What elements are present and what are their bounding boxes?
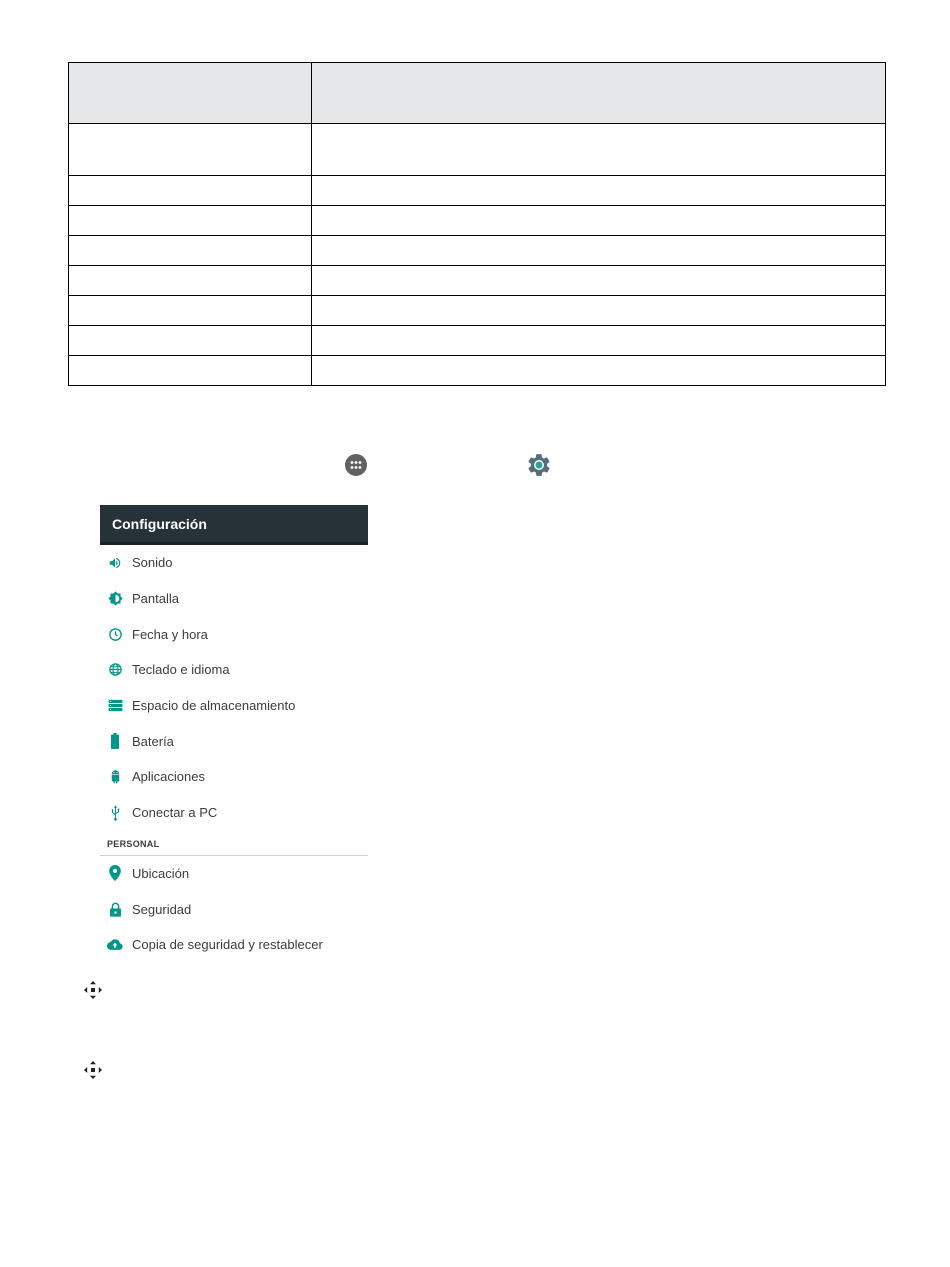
settings-item-label: Espacio de almacenamiento bbox=[132, 698, 296, 714]
table-cell bbox=[69, 206, 312, 236]
table-cell bbox=[312, 206, 886, 236]
table-header-cell bbox=[69, 63, 312, 124]
clock-icon bbox=[107, 626, 123, 642]
settings-item-location[interactable] bbox=[100, 856, 368, 892]
table-header-row bbox=[69, 63, 886, 124]
lock-icon bbox=[107, 901, 123, 917]
settings-item-label: Copia de seguridad y restablecer bbox=[132, 937, 323, 953]
settings-item-connect-pc[interactable] bbox=[100, 795, 368, 831]
settings-header bbox=[100, 505, 368, 545]
section-header-personal: PERSONAL bbox=[100, 833, 368, 856]
settings-item-sound[interactable] bbox=[100, 545, 368, 581]
brightness-icon bbox=[107, 591, 123, 607]
table-row bbox=[69, 356, 886, 386]
storage-icon bbox=[107, 698, 123, 714]
info-table bbox=[68, 62, 886, 386]
settings-title: Configuración bbox=[112, 515, 207, 532]
location-icon bbox=[107, 865, 123, 881]
table-row bbox=[69, 326, 886, 356]
table-row bbox=[69, 176, 886, 206]
table-row bbox=[69, 266, 886, 296]
settings-gear-icon bbox=[526, 452, 552, 478]
table-cell bbox=[312, 124, 886, 176]
table-cell bbox=[69, 326, 312, 356]
settings-item-keyboard-language[interactable] bbox=[100, 652, 368, 688]
settings-item-backup-reset[interactable] bbox=[100, 927, 368, 963]
settings-item-label: Pantalla bbox=[132, 591, 179, 607]
settings-item-storage[interactable] bbox=[100, 688, 368, 724]
battery-icon bbox=[107, 733, 123, 749]
usb-icon bbox=[107, 805, 123, 821]
table-row bbox=[69, 296, 886, 326]
settings-item-label: Conectar a PC bbox=[132, 805, 218, 821]
settings-panel bbox=[100, 505, 368, 963]
table-row bbox=[69, 206, 886, 236]
table-row bbox=[69, 236, 886, 266]
android-icon bbox=[107, 769, 123, 785]
table-cell bbox=[69, 356, 312, 386]
move-arrows-icon bbox=[83, 980, 103, 1000]
table-row bbox=[69, 124, 886, 176]
move-arrows-icon bbox=[83, 1060, 103, 1080]
table-cell bbox=[69, 266, 312, 296]
settings-item-date-time[interactable] bbox=[100, 616, 368, 652]
settings-item-label: Teclado e idioma bbox=[132, 662, 230, 678]
table-cell bbox=[312, 326, 886, 356]
settings-item-security[interactable] bbox=[100, 891, 368, 927]
table-header-cell bbox=[312, 63, 886, 124]
volume-icon bbox=[107, 555, 123, 571]
globe-icon bbox=[107, 662, 123, 678]
settings-item-label: Sonido bbox=[132, 555, 173, 571]
settings-item-label: Aplicaciones bbox=[132, 769, 205, 785]
settings-item-label: Fecha y hora bbox=[132, 626, 208, 642]
settings-item-label: Batería bbox=[132, 733, 174, 749]
settings-item-apps[interactable] bbox=[100, 759, 368, 795]
table-cell bbox=[312, 176, 886, 206]
table-cell bbox=[69, 236, 312, 266]
settings-item-battery[interactable] bbox=[100, 723, 368, 759]
table-cell bbox=[312, 296, 886, 326]
table-cell bbox=[69, 296, 312, 326]
cloud-upload-icon bbox=[107, 937, 123, 953]
settings-item-label: Ubicación bbox=[132, 865, 190, 881]
table-cell bbox=[312, 266, 886, 296]
table-cell bbox=[312, 236, 886, 266]
settings-item-label: Seguridad bbox=[132, 901, 192, 917]
apps-grid-icon bbox=[345, 454, 367, 476]
settings-item-display[interactable] bbox=[100, 581, 368, 617]
table-cell bbox=[69, 176, 312, 206]
table-cell bbox=[312, 356, 886, 386]
table-cell bbox=[69, 124, 312, 176]
